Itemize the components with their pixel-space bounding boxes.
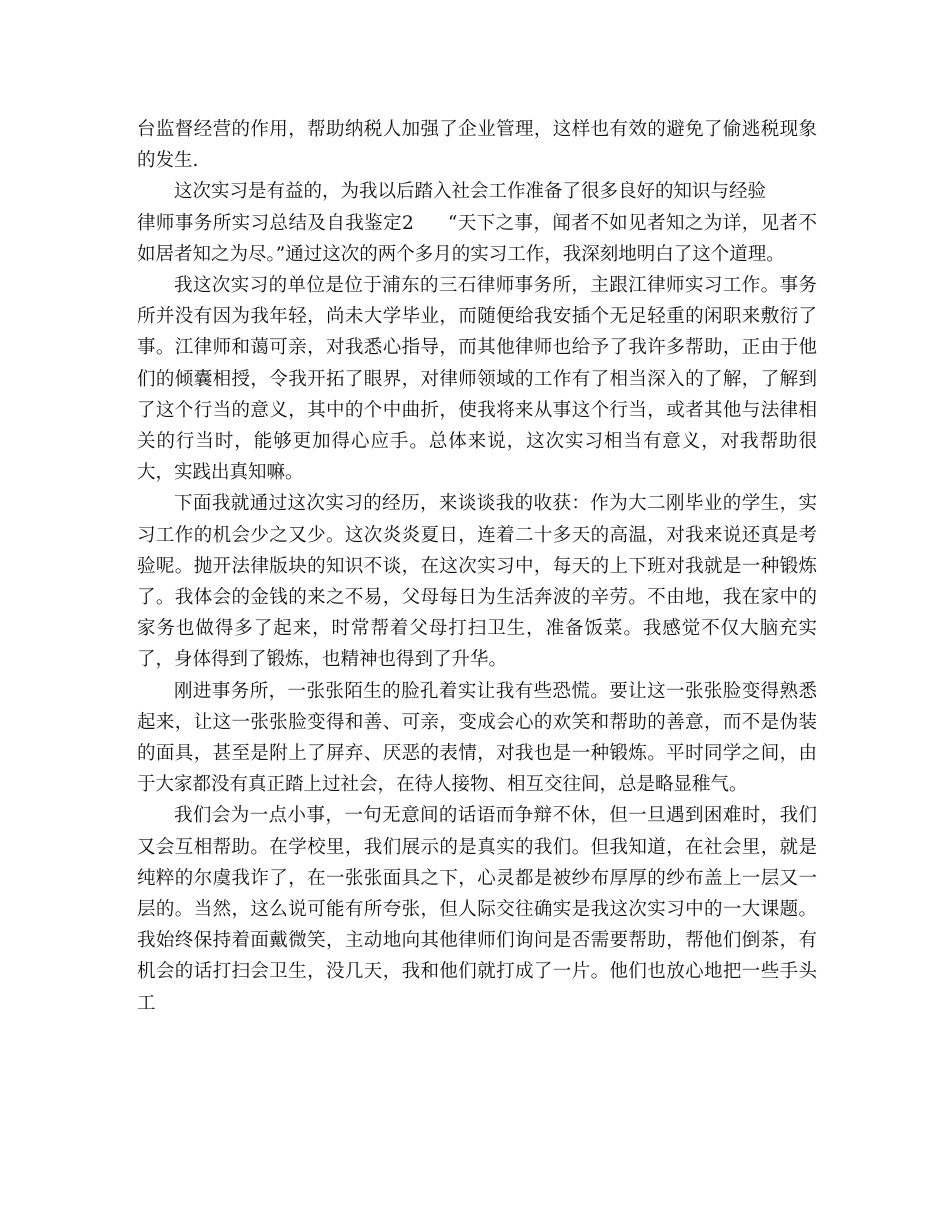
section-heading: 律师事务所实习总结及自我鉴定2: [137, 212, 414, 234]
quote-text: “天下之事，闻者不如见者知之为详，见者不如居者知之为尽。”通过这次的两个多月的实习工作，我深刻地明白了这个道理。: [137, 212, 817, 265]
paragraph-gains: 下面我就通过这次实习的经历，来谈谈我的收获：作为大二刚毕业的学生，实习工作的机会少之又少。这次炎炎夏日，连着二十多天的高温，对我来说还真是考验呢。抛开法律版块的知识不谈，在这次实习中，每天的上下班对我就是一种锻炼了。我体会的金钱的来之不易，父母每日为生活奔波的辛劳。不由地，我在家中的家务也做得多了起来，时常帮着父母打扫卫生，准备饭菜。我感觉不仅大脑充实了，身体得到了锻炼，也精神也得到了升华。: [137, 493, 817, 671]
paragraph-heading-and-quote: [137, 208, 817, 270]
paragraph-internship-benefit: 这次实习是有益的，为我以后踏入社会工作准备了很多良好的知识与经验: [174, 181, 767, 203]
document-page: [137, 114, 817, 1019]
paragraph-new-faces: 刚进事务所，一张张陌生的脸孔着实让我有些恐慌。要让这一张张脸变得熟悉起来，让这一张张脸变得和善、可亲，变成会心的欢笑和帮助的善意，而不是伪装的面具，甚至是附上了屏弃、厌恶的表情，对我也是一种锻炼。平时同学之间，由于大家都没有真正踏上过社会，在待人接物、相互交往间，总是略显稚气。: [137, 680, 817, 796]
paragraph-workplace: 我这次实习的单位是位于浦东的三石律师事务所，主跟江律师实习工作。事务所并没有因为我年轻，尚未大学毕业，而随便给我安插个无足轻重的闲职来敷衍了事。江律师和蔼可亲，对我悉心指导，而其他律师也给予了我许多帮助，正由于他们的倾囊相授，令我开拓了眼界，对律师领域的工作有了相当深入的了解，了解到了这个行当的意义，其中的个中曲折，使我将来从事这个行当，或者其他与法律相关的行当时，能够更加得心应手。总体来说，这次实习相当有意义，对我帮助很大，实践出真知嘛。: [137, 275, 817, 484]
paragraph-continuation: 台监督经营的作用，帮助纳税人加强了企业管理，这样也有效的避免了偷逃税现象的发生.: [137, 119, 817, 172]
paragraph-interpersonal: 我们会为一点小事，一句无意间的话语而争辩不休，但一旦遇到困难时，我们又会互相帮助。在学校里，我们展示的是真实的我们。但我知道，在社会里，就是纯粹的尔虞我诈了，在一张张面具之下，心灵都是被纱布厚厚的纱布盖上一层又一层的。当然，这么说可能有所夸张，但人际交往确实是我这次实习中的一大课题。我始终保持着面戴微笑，主动地向其他律师们询问是否需要帮助，帮他们倒茶，有机会的话打扫会卫生，没几天，我和他们就打成了一片。他们也放心地把一些手头工: [137, 805, 817, 1014]
